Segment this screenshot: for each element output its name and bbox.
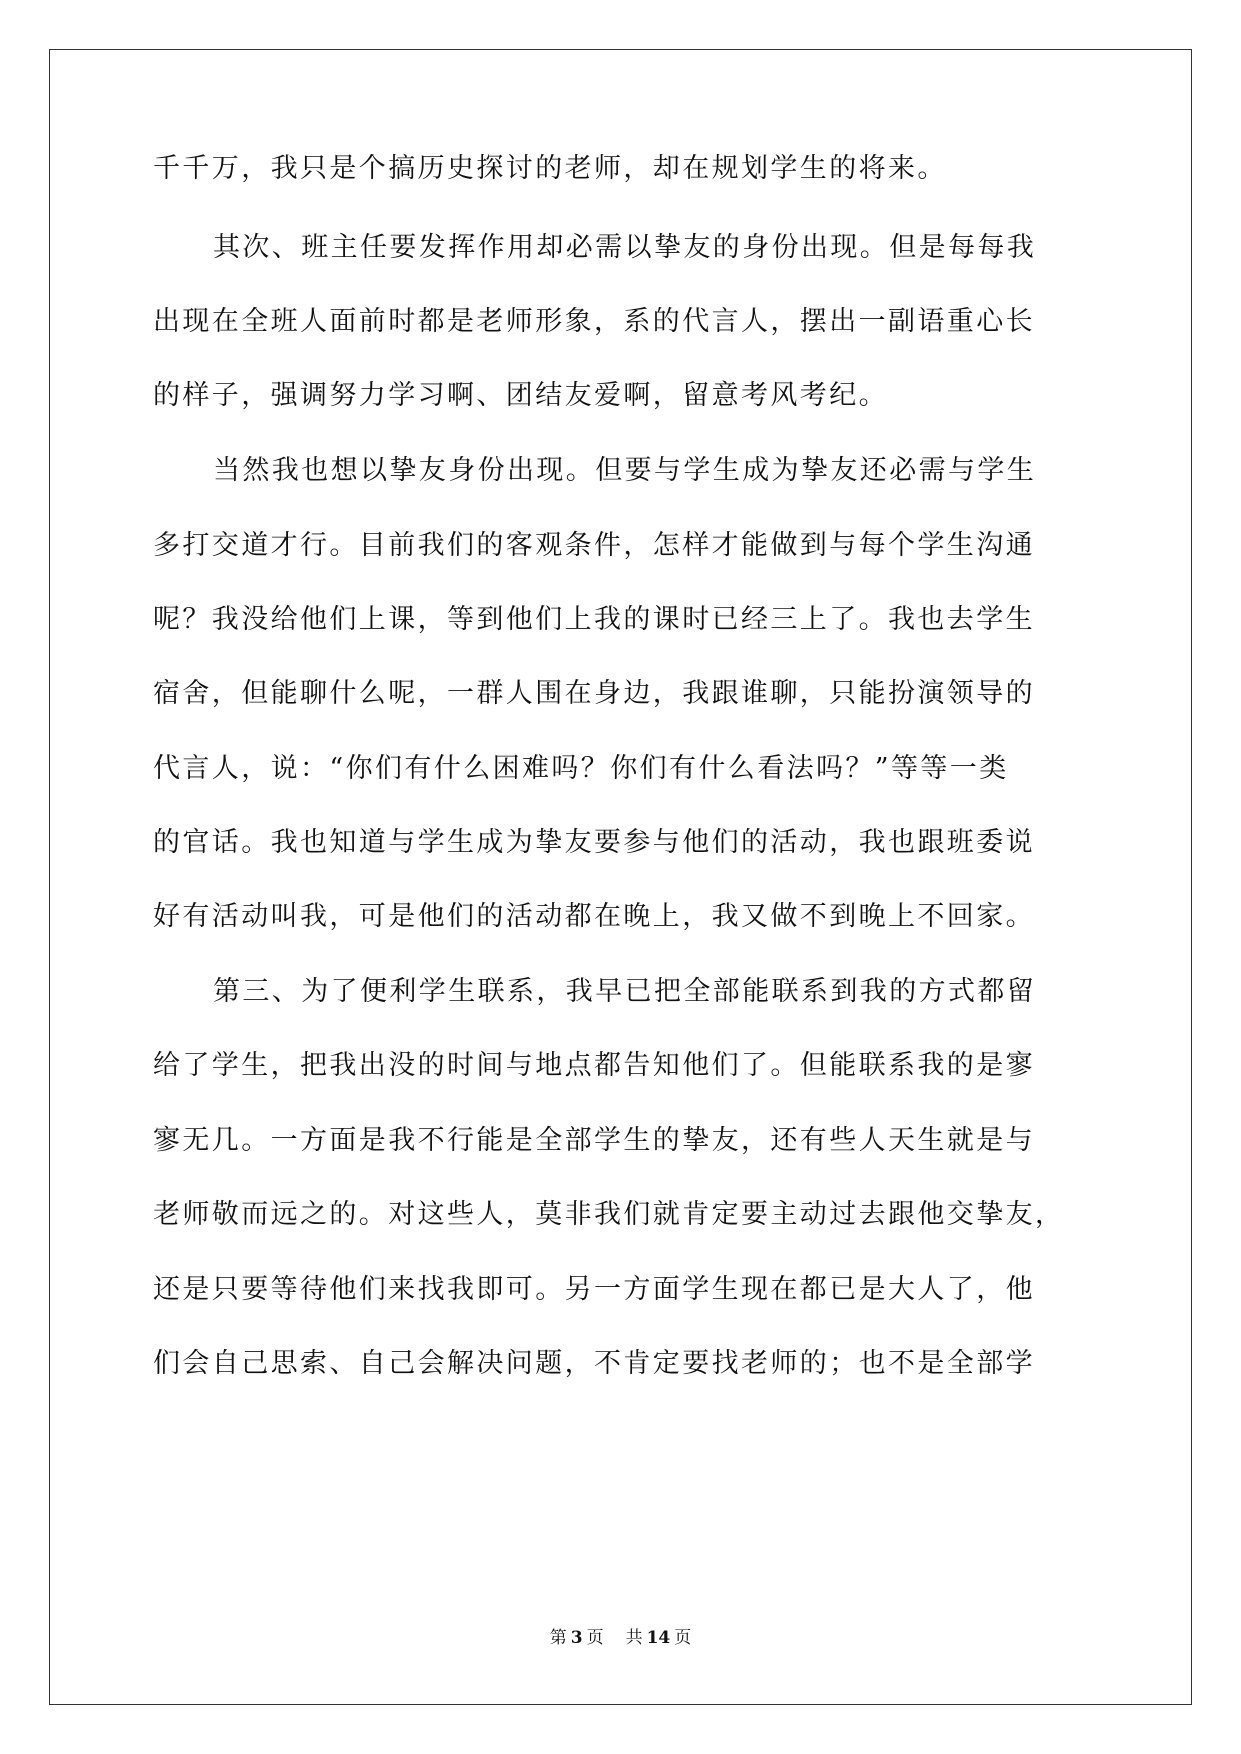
- footer-total-prefix: 共: [625, 1628, 643, 1648]
- text-line: 给了学生，把我出没的时间与地点都告知他们了。但能联系我的是寥: [153, 1050, 1035, 1081]
- text-line: 们会自己思索、自己会解决问题，不肯定要找老师的；也不是全部学: [153, 1348, 1035, 1379]
- text-line: 寥无几。一方面是我不行能是全部学生的挚友，还有些人天生就是与: [153, 1125, 1035, 1156]
- text-line: 好有活动叫我，可是他们的活动都在晚上，我又做不到晚上不回家。: [153, 901, 1035, 932]
- text-line: 出现在全班人面前时都是老师形象，系的代言人，摆出一副语重心长: [153, 306, 1035, 337]
- text-line: 代言人，说：“你们有什么困难吗？你们有什么看法吗？”等等一类: [153, 753, 1009, 784]
- paragraph-first-line: 第三、为了便利学生联系，我早已把全部能联系到我的方式都留: [213, 976, 1037, 1007]
- text-line: 呢？我没给他们上课，等到他们上我的课时已经三上了。我也去学生: [153, 604, 1035, 635]
- paragraph-first-line: 当然我也想以挚友身份出现。但要与学生成为挚友还必需与学生: [213, 455, 1037, 486]
- text-line: 的样子，强调努力学习啊、团结友爱啊，留意考风考纪。: [153, 380, 888, 411]
- paragraph-first-line: 其次、班主任要发挥作用却必需以挚友的身份出现。但是每每我: [213, 232, 1037, 263]
- text-line: 多打交道才行。目前我们的客观条件，怎样才能做到与每个学生沟通: [153, 530, 1035, 561]
- page-footer: [0, 1630, 1241, 1647]
- text-line: 的官话。我也知道与学生成为挚友要参与他们的活动，我也跟班委说: [153, 827, 1035, 858]
- footer-page-number: 3: [570, 1628, 583, 1648]
- text-line: 老师敬而远之的。对这些人，莫非我们就肯定要主动过去跟他交挚友，: [153, 1199, 1065, 1230]
- footer-page-suffix: 页: [586, 1628, 604, 1648]
- footer-total-pages: 14: [646, 1628, 671, 1648]
- text-line: 宿舍，但能聊什么呢，一群人围在身边，我跟谁聊，只能扮演领导的: [153, 678, 1035, 709]
- page-border: [49, 49, 1192, 1705]
- text-line: 还是只要等待他们来找我即可。另一方面学生现在都已是大人了，他: [153, 1274, 1035, 1305]
- footer-total-suffix: 页: [674, 1628, 692, 1648]
- footer-page-prefix: 第: [549, 1628, 567, 1648]
- text-line: 千千万，我只是个搞历史探讨的老师，却在规划学生的将来。: [153, 153, 947, 184]
